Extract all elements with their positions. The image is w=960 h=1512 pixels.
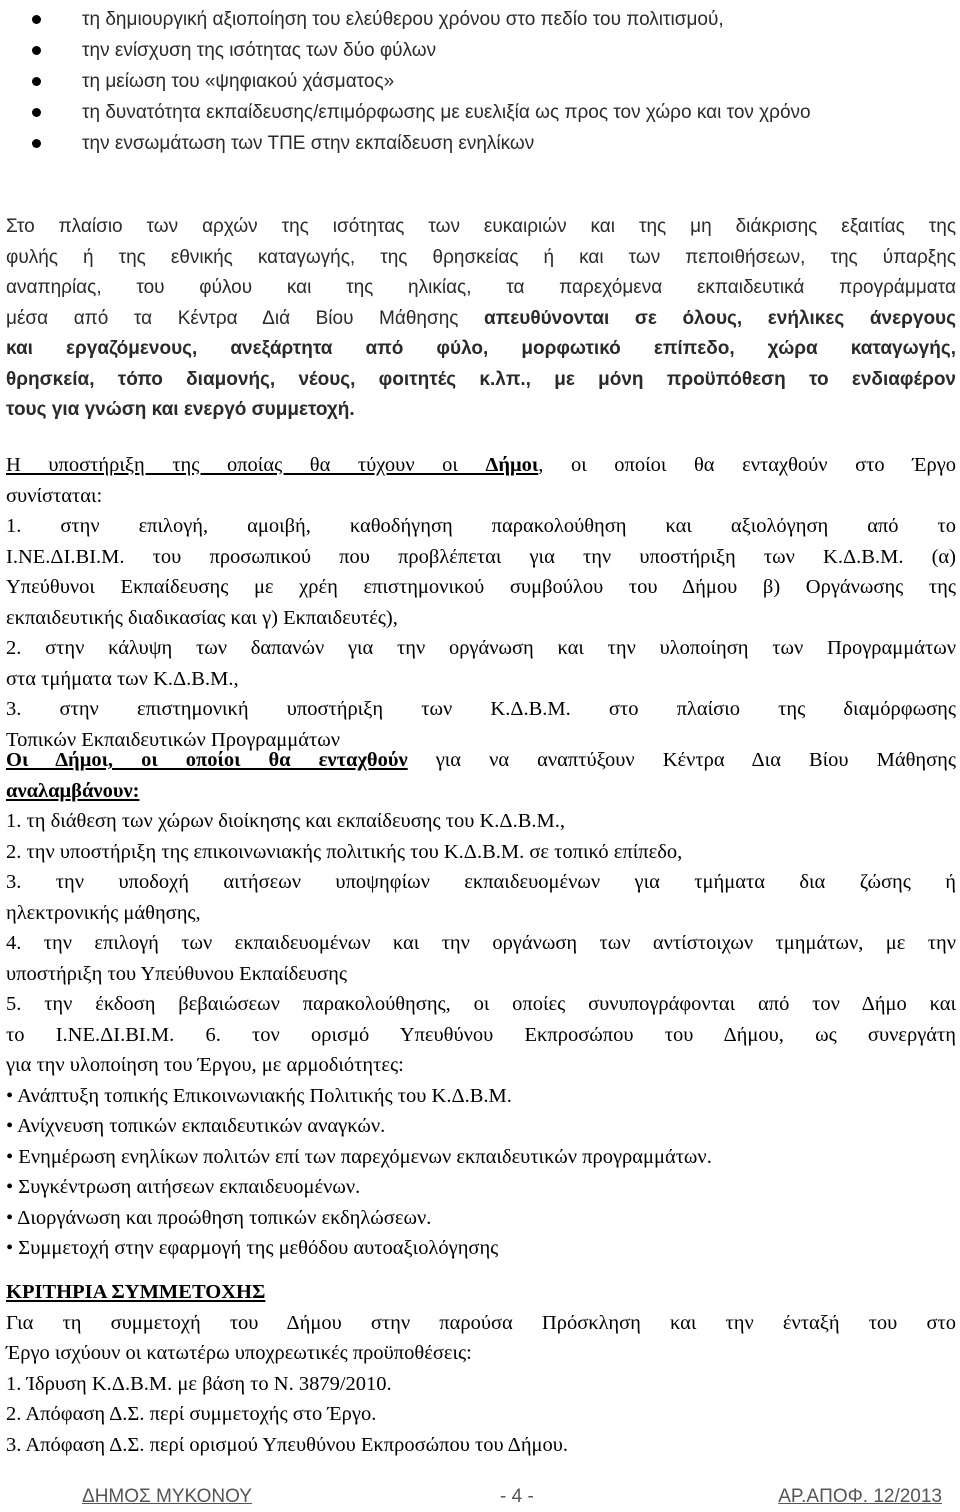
bullet-item: τη μείωση του «ψηφιακού χάσματος» (0, 66, 956, 97)
support-section: Η υποστήριξη της οποίας θα τύχουν οι Δήμοι, οι οποίοι θα ενταχθούν στο Έργο συνίσταται: 1. στην επιλογή, αμοιβή, καθοδήγηση παρακολούθηση και αξιολόγηση από το Ι.ΝΕ.ΔΙ.ΒΙ.Μ. του προσωπικού που προβλέπεται για την υποστήριξη των Κ.Δ.Β.Μ. (α) Υπεύθυνοι Εκπαίδευσης με χρέη επιστημονικού συμβούλου του Δήμου β) Οργάνωσης της εκπαιδευτικής διαδικασίας και γ) Εκπαιδευτές), 2. στην κάλυψη των δαπανών για την οργάνωση και την υλοποίηση των Προγραμμάτων στα τμήματα των Κ.Δ.Β.Μ., 3. στην επιστημονική υποστήριξη των Κ.Δ.Β.Μ. στο πλαίσιο της διαμόρφωσης Τοπικών Εκπαιδευτικών Προγραμμάτων (6, 450, 956, 755)
footer-decision-number: ΑΡ.ΑΠΟΦ. 12/2013 (778, 1486, 942, 1507)
undertake-heading: Οι Δήμοι, οι οποίοι θα ενταχθούν για να αναπτύξουν Κέντρα Δια Βίου Μάθησης (6, 749, 956, 771)
equality-paragraph: Στο πλαίσιο των αρχών της ισότητας των ευκαιριών και της μη διάκρισης εξαιτίας της φυλής ή της εθνικής καταγωγής, της θρησκείας ή και των πεποιθήσεων, της ύπαρξης αναπηρίας, του φύλου και της ηλικίας, τα παρεχόμενα εκπαιδευτικά προγράμματα μέσα από τα Κέντρα Διά Βίου Μάθησης απευθύνονται σε όλους, ενήλικες άνεργους και εργαζόμενους, ανεξάρτητα από φύλο, μορφωτικό επίπεδο, χώρα καταγωγής, θρησκεία, τόπο διαμονής, νέους, φοιτητές κ.λπ., με μόνη προϋπόθεση το ενδιαφέρον τους για γνώση και ενεργό συμμετοχή. (6, 216, 956, 420)
bullet-item: την ενίσχυση της ισότητας των δύο φύλων (0, 35, 956, 66)
emphasis-text: απευθύνονται σε όλους, ενήλικες άνεργους (484, 307, 956, 329)
bullet-dot-icon (32, 77, 41, 86)
paragraph-line-mixed: μέσα από τα Κέντρα Διά Βίου Μάθησης απευθύνονται σε όλους, ενήλικες άνεργους (6, 307, 956, 329)
bullet-dot-icon (32, 15, 41, 24)
undertake-section: Οι Δήμοι, οι οποίοι θα ενταχθούν για να αναπτύξουν Κέντρα Δια Βίου Μάθησης αναλαμβάνουν: 1. τη διάθεση των χώρων διοίκησης και εκπαίδευσης του Κ.Δ.Β.Μ., 2. την υποστήριξη της επικοινωνιακής πολιτικής του Κ.Δ.Β.Μ. σε τοπικό επίπεδο, 3. την υποδοχή αιτήσεων υποψηφίων εκπαιδευομένων για τμήματα δια ζώσης ή ηλεκτρονικής μάθησης, 4. την επιλογή των εκπαιδευομένων και την οργάνωση των αντίστοιχων τμημάτων, με την υποστήριξη του Υπεύθυνου Εκπαίδευσης 5. την έκδοση βεβαιώσεων παρακολούθησης, οι οποίες συνυπογράφονται από τον Δήμο και το Ι.ΝΕ.ΔΙ.ΒΙ.Μ. 6. τον ορισμό Υπευθύνου Εκπροσώπου του Δήμου, ως συνεργάτη για την υλοποίηση του Έργου, με αρμοδιότητες: • Ανάπτυξη τοπικής Επικοινωνιακής Πολιτικής του Κ.Δ.Β.Μ. • Ανίχνευση τοπικών εκπαιδευτικών αναγκών. • Ενημέρωση ενηλίκων πολιτών επί των παρεχόμενων εκπαιδευτικών προγραμμάτων. • Συγκέντρωση αιτήσεων εκπαιδευομένων. • Διοργάνωση και προώθηση τοπικών εκδηλώσεων. • Συμμετοχή στην εφαρμογή της μεθόδου αυτοαξιολόγησης (6, 745, 956, 1264)
criteria-heading: ΚΡΙΤΗΡΙΑ ΣΥΜΜΕΤΟΧΗΣ (6, 1281, 266, 1303)
page-footer (0, 1484, 960, 1512)
support-heading: Η υποστήριξη της οποίας θα τύχουν οι Δήμοι, οι οποίοι θα ενταχθούν στο Έργο (6, 454, 957, 476)
footer-municipality: ΔΗΜΟΣ ΜΥΚΟΝΟΥ (82, 1486, 252, 1507)
responsibility-item: • Συγκέντρωση αιτήσεων εκπαιδευομένων. (6, 1176, 361, 1198)
goals-bullet-list (0, 4, 960, 159)
responsibility-item: • Συμμετοχή στην εφαρμογή της μεθόδου αυτοαξιολόγησης (6, 1237, 499, 1259)
responsibility-item: • Ενημέρωση ενηλίκων πολιτών επί των παρεχόμενων εκπαιδευτικών προγραμμάτων. (6, 1145, 712, 1168)
bullet-item: τη δυνατότητα εκπαίδευσης/επιμόρφωσης με ευελιξία ως προς τον χώρο και τον χρόνο (0, 97, 956, 128)
responsibility-item: • Ανάπτυξη τοπικής Επικοινωνιακής Πολιτικής του Κ.Δ.Β.Μ. (6, 1084, 512, 1107)
responsibility-item: • Διοργάνωση και προώθηση τοπικών εκδηλώσεων. (6, 1206, 432, 1229)
page-number: - 4 - (500, 1486, 534, 1507)
bullet-item: τη δημιουργική αξιοποίηση του ελεύθερου χρόνου στο πεδίο του πολιτισμού, (0, 4, 956, 35)
criteria-section: ΚΡΙΤΗΡΙΑ ΣΥΜΜΕΤΟΧΗΣ Για τη συμμετοχή του Δήμου στην παρούσα Πρόσκληση και την ένταξή του στο Έργο ισχύουν οι κατωτέρω υποχρεωτικές προϋποθέσεις: 1. Ίδρυση Κ.Δ.Β.Μ. με βάση το Ν. 3879/2010. 2. Απόφαση Δ.Σ. περί συμμετοχής στο Έργο. 3. Απόφαση Δ.Σ. περί ορισμού Υπευθύνου Εκπροσώπου του Δήμου. (6, 1277, 956, 1460)
bullet-dot-icon (32, 139, 41, 148)
responsibility-item: • Ανίχνευση τοπικών εκπαιδευτικών αναγκών. (6, 1115, 386, 1137)
bullet-dot-icon (32, 46, 41, 55)
bullet-item: την ενσωμάτωση των ΤΠΕ στην εκπαίδευση ενηλίκων (0, 128, 956, 159)
bullet-dot-icon (32, 108, 41, 117)
